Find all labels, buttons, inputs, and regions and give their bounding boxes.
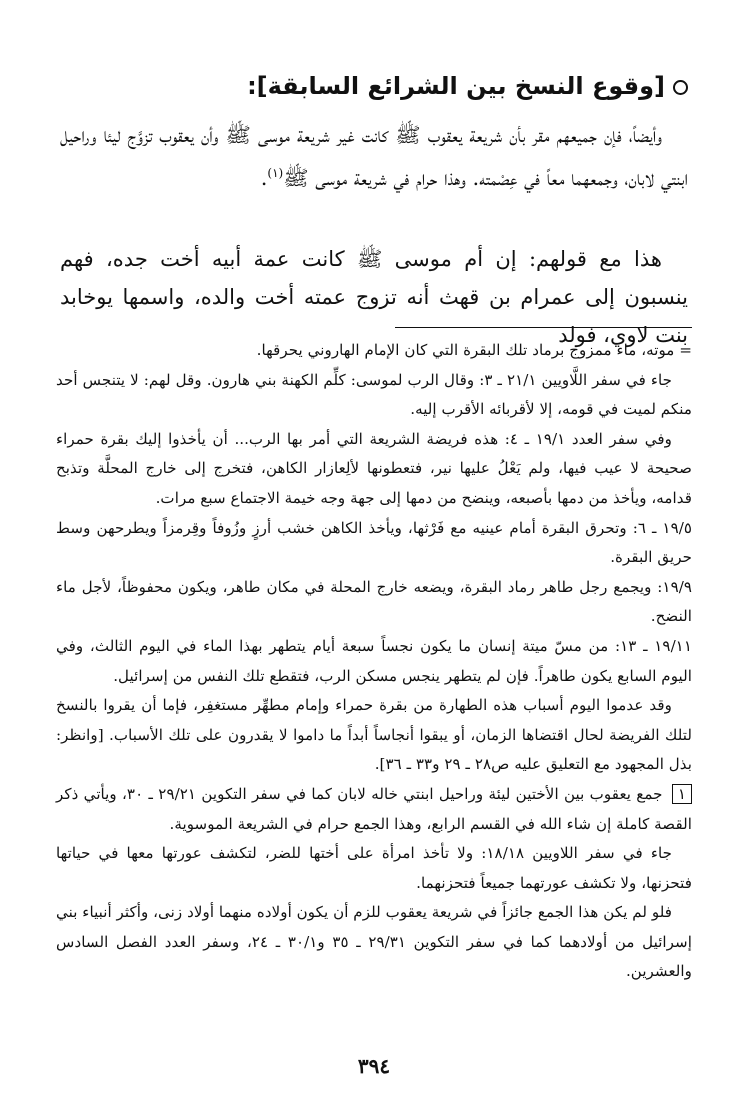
footnote-paragraph: ١٩/١١ ـ ١٣: من مسّ ميتة إنسان ما يكون نجساً سبعة أيام يتطهر بهذا الماء في اليوم الثالث، وفي اليوم السابع يكون طاهراً. فإن لم يتطهر ينجس مسكن الرب، فتقطع تلك النفس من إسرائيل. bbox=[56, 636, 692, 685]
section-title: [وقوع النسخ بين الشرائع السابقة]: bbox=[247, 72, 665, 100]
footnote-marker[interactable]: (١) bbox=[267, 166, 284, 180]
footnote-continuation: = موته، ماء ممزوج برماد تلك البقرة التي كان الإمام الهاروني يحرقها. bbox=[256, 341, 692, 359]
body-paragraph-1 bbox=[60, 116, 688, 197]
footnote-paragraph: وقد عدموا اليوم أسباب هذه الطهارة من بقرة حمراء وإمام مطهِّر مستغفِر، فإما أن يقروا بالنسخ لتلك الفريضة لحال اقتضاها الزمان، أو يبقوا أنجاساً أبداً ما داموا لا يقدرون على تلك الأسباب. [وانظر: بذل المجهود مع التعليق عليه ص٢٨ ـ ٢٩ و٣٣ ـ ٣٦]. bbox=[56, 696, 692, 774]
paragraph-end: . bbox=[260, 166, 268, 190]
section-heading bbox=[60, 66, 688, 106]
footnote-paragraph: ١٩/٥ ـ ٦: وتحرق البقرة أمام عينيه مع فَرْثها، ويأخذ الكاهن خشب أرزٍ وزُوفاً وقِرمزاً ويطرحهن وسط حريق البقرة. bbox=[56, 518, 693, 567]
footnote-divider bbox=[395, 327, 692, 328]
paragraph-text: هذا مع قولهم: إن أم موسى ﷺ كانت عمة أبيه أخت جده، فهم ينسبون إلى عمرام بن قهث أنه تزوج عمته أخت والده، واسمها يوخابد بنت لاوي، فولد bbox=[60, 247, 688, 347]
paragraph-text: وأيضاً، فإن جميعهم مقر بأن شريعة يعقوب ﷺ كانت غير شريعة موسى ﷺ وأن يعقوب تزوَّج ليئا وراحيل ابنتي لابان، وجمعهما معاً في عِصْمته. وهذا حرام في شريعة موسى ﷺ bbox=[60, 123, 688, 190]
footnote-1-paragraph-2: جاء في سفر اللاويين ١٨/١٨: ولا تأخذ امرأة على أختها للضر، لتكشف عورتها معها في حياتها فتحزنها، ولا تكشف عورتهما جميعاً فتحزنهما. bbox=[56, 844, 692, 892]
footnote-1 bbox=[56, 780, 692, 839]
footnotes-section bbox=[56, 336, 692, 987]
circle-bullet-icon bbox=[673, 80, 688, 95]
footnote-number-box: ١ bbox=[672, 784, 692, 804]
page-number: ٣٩٤ bbox=[357, 1054, 391, 1078]
footnote-paragraph: وفي سفر العدد ١٩/١ ـ ٤: هذه فريضة الشريعة التي أمر بها الرب... أن يأخذوا إليك بقرة حمراء صحيحة لا عيب فيها، ولم يَعْلُ عليها نير، فتعطونها لألِعازار الكاهن، فتخرج إلى خارج المحلَّة وتذبح قدامه، ويأخذ من دمها بأصبعه، وينضح من دمها إلى جهة وجه خيمة الاجتماع سبع مرات. bbox=[56, 429, 692, 507]
footnote-paragraph: جاء في سفر اللَّاويين ٢١/١ ـ ٣: وقال الرب لموسى: كلِّم الكهنة بني هارون. وقل لهم: لا يتنجس أحد منكم لميت في قومه، إلا لأقربائه الأقرب إليه. bbox=[56, 370, 692, 419]
footnote-1-paragraph-3: فلو لم يكن هذا الجمع جائزاً في شريعة يعقوب للزم أن يكون أولاده منهما أولاد زنى، وأكثر أنبياء بني إسرائيل من أولادهما كما في سفر التكوين ٢٩/٣١ ـ ٣٥ و٣٠/١ ـ ٢٤، وسفر العدد الفصل السادس والعشرين. bbox=[56, 903, 692, 981]
footnote-paragraph: ١٩/٩: ويجمع رجل طاهر رماد البقرة، ويضعه خارج المحلة في مكان طاهر، ويكون محفوظاً، لأجل ماء النضح. bbox=[56, 577, 692, 626]
footnote-1-text: جمع يعقوب بين الأختين ليئة وراحيل ابنتي خاله لابان كما في سفر التكوين ٢٩/٢١ ـ ٣٠، ويأتي ذكر القصة كاملة إن شاء الله في القسم الرابع، وهذا الجمع حرام في الشريعة الموسوية. bbox=[56, 784, 692, 833]
